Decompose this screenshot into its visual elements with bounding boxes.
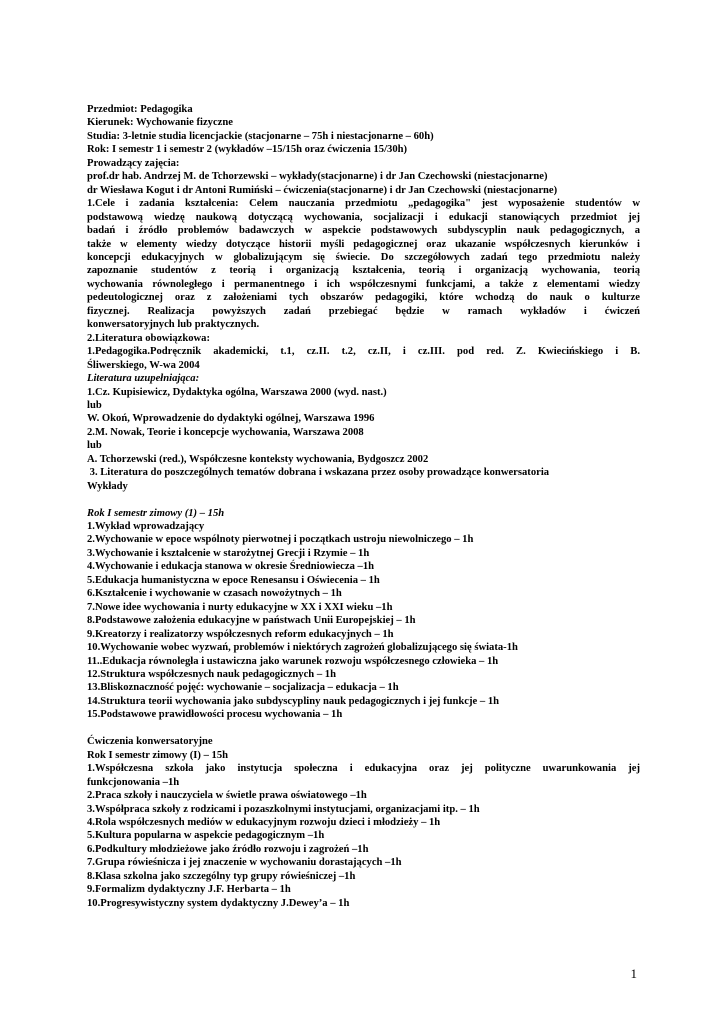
goals-section bbox=[87, 197, 640, 332]
exercise-item: 6.Podkultury młodzieżowe jako źródło rozwoju i zagrożeń –1h bbox=[87, 843, 369, 855]
goals-line: fizycznej. Realizacja powyższych zadań przebiegać będzie w ramach wykładów i ćwiczeń bbox=[87, 305, 640, 317]
literature-item: A. Tchorzewski (red.), Współczesne konteksty wychowania, Bydgoszcz 2002 bbox=[87, 453, 429, 465]
lecture-item: 1.Wykład wprowadzający bbox=[87, 521, 205, 533]
literature-item: 3. Literatura do poszczególnych tematów dobrana i wskazana przez osoby prowadzące konwersatoria bbox=[87, 467, 550, 479]
lecture-item: 8.Podstawowe założenia edukacyjne w państwach Unii Europejskiej – 1h bbox=[87, 615, 416, 627]
lecturers-line-2: dr Wiesława Kogut i dr Antoni Rumiński – ćwiczenia(stacjonarne) i dr Jan Czechowski (niestacjonarne) bbox=[87, 184, 558, 196]
course-header bbox=[87, 103, 640, 197]
field-line: Kierunek: Wychowanie fizyczne bbox=[87, 117, 233, 129]
exercise-item: 4.Rola współczesnych mediów w edukacyjnym rozwoju dzieci i młodzieży – 1h bbox=[87, 816, 441, 828]
lecture-item: 2.Wychowanie w epoce wspólnoty pierwotnej i początkach ustroju niewolniczego – 1h bbox=[87, 534, 474, 546]
document-page bbox=[87, 103, 640, 910]
exercise-item: 3.Współpraca szkoły z rodzicami i pozaszkolnymi instytucjami, organizacjami itp. – 1h bbox=[87, 803, 480, 815]
goals-line: podstawową wiedzę naukową dotyczącą wychowania, socjalizacji i edukacji stanowiących przedmiot jej bbox=[87, 211, 640, 223]
exercise-item: 8.Klasa szkolna jako szczególny typ grupy rówieśniczej –1h bbox=[87, 870, 356, 882]
goals-line: pedeutologicznej oraz z założeniami tych obszarów pedagogiki, które wchodzą do nauk o kulturze bbox=[87, 292, 640, 304]
literature-section bbox=[87, 332, 640, 493]
lecture-item: 6.Kształcenie i wychowanie w czasach nowożytnych – 1h bbox=[87, 588, 342, 600]
literature-item: W. Okoń, Wprowadzenie do dydaktyki ogólnej, Warszawa 1996 bbox=[87, 413, 375, 425]
exercise-item: 9.Formalizm dydaktyczny J.F. Herbarta – 1h bbox=[87, 884, 291, 896]
lecture-item: 14.Struktura teorii wychowania jako subdyscypliny nauk pedagogicznych i jej funkcje – 1h bbox=[87, 695, 500, 707]
subject-line: Przedmiot: Pedagogika bbox=[87, 104, 193, 115]
lecture-item: 13.Bliskoznaczność pojęć: wychowanie – socjalizacja – edukacja – 1h bbox=[87, 682, 399, 694]
year-line: Rok: I semestr 1 i semestr 2 (wykładów –15/15h oraz ćwiczenia 15/30h) bbox=[87, 144, 408, 156]
exercise-item: 10.Progresywistyczny system dydaktyczny J.Dewey’a – 1h bbox=[87, 897, 350, 909]
exercises-title: Ćwiczenia konwersatoryjne bbox=[87, 736, 213, 748]
literature-item: Śliwerskiego, W-wa 2004 bbox=[87, 359, 200, 371]
lecture-item: 9.Kreatorzy i realizatorzy współczesnych reform edukacyjnych – 1h bbox=[87, 628, 394, 640]
lecture-item: 10.Wychowanie wobec wyzwań, problemów i niektórych zagrożeń globalizującego się świata-1h bbox=[87, 642, 518, 654]
literature-title: 2.Literatura obowiązkowa: bbox=[87, 332, 210, 344]
exercise-item: 2.Praca szkoły i nauczyciela w świetle prawa oświatowego –1h bbox=[87, 790, 367, 802]
lecture-item: 5.Edukacja humanistyczna w epoce Renesansu i Oświecenia – 1h bbox=[87, 574, 380, 586]
exercise-item: 1.Współczesna szkoła jako instytucja społeczna i edukacyjna oraz jej polityczne uwarunkowania jej bbox=[87, 763, 640, 775]
studies-line: Studia: 3-letnie studia licencjackie (stacjonarne – 75h i niestacjonarne – 60h) bbox=[87, 130, 434, 142]
extra-literature-title: Literatura uzupełniająca: bbox=[87, 373, 200, 385]
lecture-item: 3.Wychowanie i kształcenie w starożytnej Grecji i Rzymie – 1h bbox=[87, 547, 370, 559]
lecture-item: 11..Edukacja równoległa i ustawiczna jako warunek rozwoju współczesnego człowieka – 1h bbox=[87, 655, 499, 667]
goals-line: zapoznanie studentów z teorią i organizacją kształcenia, teorią i organizacją wychowania, teorią bbox=[87, 265, 640, 277]
lecture-item: 4.Wychowanie i edukacja stanowa w okresie Średniowiecza –1h bbox=[87, 561, 375, 573]
literature-item: 1.Cz. Kupisiewicz, Dydaktyka ogólna, Warszawa 2000 (wyd. nast.) bbox=[87, 386, 387, 398]
goals-line: także w elementy wiedzy dotyczące historii myśli pedagogicznej oraz ukazanie współczesnych kierunków i bbox=[87, 238, 640, 250]
lectures-heading: Wykłady bbox=[87, 480, 128, 492]
lecturers-label: Prowadzący zajęcia: bbox=[87, 157, 180, 169]
lecture-item: 7.Nowe idee wychowania i nurty edukacyjne w XX i XXI wieku –1h bbox=[87, 601, 393, 613]
literature-item: 2.M. Nowak, Teorie i koncepcje wychowania, Warszawa 2008 bbox=[87, 426, 364, 438]
exercises-section bbox=[87, 735, 640, 910]
lecture-item: 15.Podstawowe prawidłowości procesu wychowania – 1h bbox=[87, 709, 343, 721]
literature-item: lub bbox=[87, 440, 102, 452]
goals-line: wychowania równoległego i permanentnego i ich współczesnymi funkcjami, a także z elementami wiedzy bbox=[87, 278, 640, 290]
lectures-section bbox=[87, 507, 640, 722]
goals-line: badań i źródło problemów badawczych w aspekcie podstawowych subdyscyplin nauk pedagogicznych, a bbox=[87, 225, 640, 237]
exercises-subtitle: Rok I semestr zimowy (I) – 15h bbox=[87, 749, 229, 761]
lectures-title: Rok I semestr zimowy (1) – 15h bbox=[87, 507, 225, 519]
lecturers-line-1: prof.dr hab. Andrzej M. de Tchorzewski – wykłady(stacjonarne) i dr Jan Czechowski (niestacjonarne) bbox=[87, 171, 548, 183]
exercise-item: 5.Kultura popularna w aspekcie pedagogicznym –1h bbox=[87, 830, 325, 842]
literature-item: lub bbox=[87, 399, 102, 411]
literature-item: 1.Pedagogika.Podręcznik akademicki, t.1, cz.II. t.2, cz.II, i cz.III. pod red. Z. Kwiecińskiego i B. bbox=[87, 346, 640, 358]
goals-line: koncepcji edukacyjnych w globalizującym się świecie. Do szczegółowych zadań tego przedmiotu należy bbox=[87, 251, 640, 263]
goals-line: 1.Cele i zadania kształcenia: Celem nauczania przedmiotu „pedagogika" jest wyposażenie studentów w bbox=[87, 198, 640, 210]
lecture-item: 12.Struktura współczesnych nauk pedagogicznych – 1h bbox=[87, 669, 336, 681]
exercise-item: 7.Grupa rówieśnicza i jej znaczenie w wychowaniu dorastających –1h bbox=[87, 857, 402, 869]
goals-line: konwersatoryjnych lub praktycznych. bbox=[87, 319, 260, 331]
page-number: 1 bbox=[630, 966, 637, 981]
exercise-item: funkcjonowania –1h bbox=[87, 776, 180, 788]
